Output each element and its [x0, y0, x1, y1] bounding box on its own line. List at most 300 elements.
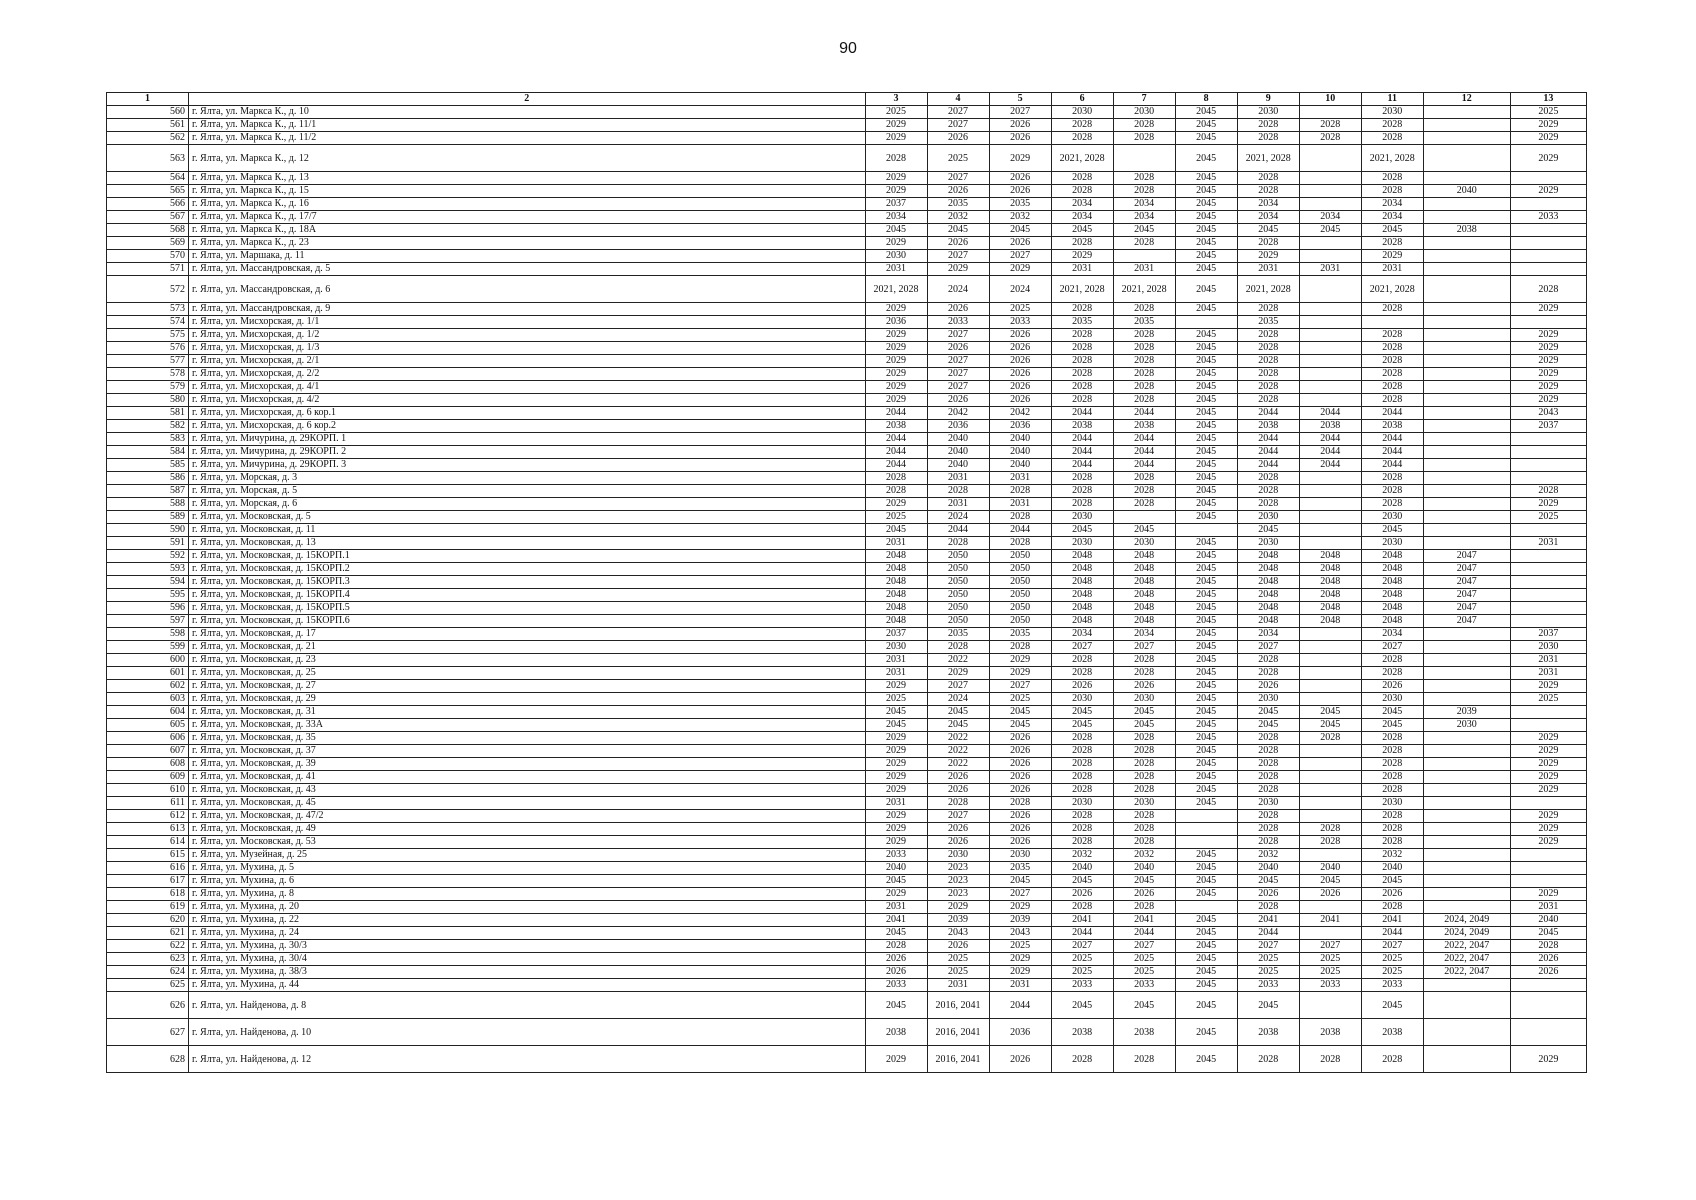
- year-cell: 2038: [1361, 420, 1423, 433]
- table-row: [107, 667, 1587, 680]
- year-cell: 2028: [1361, 368, 1423, 381]
- year-cell: 2028: [1113, 498, 1175, 511]
- table-row: [107, 966, 1587, 979]
- year-cell: 2029: [865, 888, 927, 901]
- year-cell: 2031: [1237, 263, 1299, 276]
- year-cell: 2044: [1361, 433, 1423, 446]
- year-cell: 2045: [989, 875, 1051, 888]
- year-cell: 2028: [1361, 485, 1423, 498]
- column-header: 12: [1423, 93, 1510, 106]
- year-cell: 2043: [989, 927, 1051, 940]
- year-cell: 2027: [927, 329, 989, 342]
- address-cell: г. Ялта, ул. Мухина, д. 6: [189, 875, 865, 888]
- year-cell: 2029: [865, 745, 927, 758]
- year-cell: 2022: [927, 654, 989, 667]
- year-cell: 2044: [1051, 433, 1113, 446]
- year-cell: [1299, 485, 1361, 498]
- year-cell: 2027: [927, 250, 989, 263]
- year-cell: 2028: [1113, 654, 1175, 667]
- year-cell: 2027: [1361, 940, 1423, 953]
- year-cell: [1423, 511, 1510, 524]
- year-cell: 2027: [989, 106, 1051, 119]
- year-cell: [1423, 823, 1510, 836]
- table-row: [107, 342, 1587, 355]
- year-cell: 2026: [989, 394, 1051, 407]
- year-cell: 2048: [1051, 563, 1113, 576]
- year-cell: 2036: [989, 1019, 1051, 1046]
- year-cell: 2040: [989, 433, 1051, 446]
- year-cell: 2028: [927, 797, 989, 810]
- year-cell: [1423, 524, 1510, 537]
- year-cell: 2028: [1361, 498, 1423, 511]
- year-cell: 2028: [1237, 823, 1299, 836]
- row-number: 605: [107, 719, 189, 732]
- year-cell: 2045: [1237, 524, 1299, 537]
- year-cell: 2026: [989, 329, 1051, 342]
- year-cell: 2045: [989, 224, 1051, 237]
- address-cell: г. Ялта, ул. Маршака, д. 11: [189, 250, 865, 263]
- year-cell: 2028: [1113, 810, 1175, 823]
- year-cell: 2026: [1051, 888, 1113, 901]
- year-cell: 2032: [1361, 849, 1423, 862]
- year-cell: 2028: [1237, 771, 1299, 784]
- year-cell: [1299, 693, 1361, 706]
- year-cell: 2045: [1051, 224, 1113, 237]
- year-cell: 2040: [927, 433, 989, 446]
- year-cell: 2028: [989, 537, 1051, 550]
- year-cell: 2029: [1510, 355, 1586, 368]
- year-cell: 2028: [1299, 119, 1361, 132]
- address-cell: г. Ялта, ул. Московская, д. 31: [189, 706, 865, 719]
- row-number: 577: [107, 355, 189, 368]
- table-row: [107, 680, 1587, 693]
- year-cell: 2048: [1113, 602, 1175, 615]
- year-cell: 2045: [1175, 198, 1237, 211]
- row-number: 617: [107, 875, 189, 888]
- year-cell: [1299, 797, 1361, 810]
- year-cell: 2029: [865, 498, 927, 511]
- table-row: [107, 719, 1587, 732]
- year-cell: 2048: [1361, 615, 1423, 628]
- table-row: [107, 927, 1587, 940]
- address-cell: г. Ялта, ул. Московская, д. 15КОРП.4: [189, 589, 865, 602]
- year-cell: 2030: [865, 641, 927, 654]
- year-cell: 2029: [989, 654, 1051, 667]
- year-cell: 2025: [989, 693, 1051, 706]
- year-cell: 2045: [1175, 589, 1237, 602]
- year-cell: 2028: [1113, 329, 1175, 342]
- year-cell: 2028: [1051, 185, 1113, 198]
- year-cell: 2048: [1237, 602, 1299, 615]
- year-cell: 2028: [1237, 119, 1299, 132]
- year-cell: 2026: [989, 132, 1051, 145]
- year-cell: 2028: [1361, 342, 1423, 355]
- year-cell: 2028: [1051, 329, 1113, 342]
- row-number: 579: [107, 381, 189, 394]
- year-cell: 2047: [1423, 576, 1510, 589]
- year-cell: [1423, 862, 1510, 875]
- year-cell: 2045: [865, 875, 927, 888]
- address-cell: г. Ялта, ул. Московская, д. 33А: [189, 719, 865, 732]
- year-cell: 2031: [1299, 263, 1361, 276]
- year-cell: 2028: [1051, 732, 1113, 745]
- row-number: 571: [107, 263, 189, 276]
- year-cell: 2044: [1051, 446, 1113, 459]
- year-cell: 2028: [1237, 667, 1299, 680]
- year-cell: 2028: [1051, 1046, 1113, 1073]
- address-cell: г. Ялта, ул. Маркса К., д. 23: [189, 237, 865, 250]
- year-cell: 2044: [865, 459, 927, 472]
- year-cell: 2045: [1175, 498, 1237, 511]
- address-cell: г. Ялта, ул. Найденова, д. 12: [189, 1046, 865, 1073]
- year-cell: 2028: [1051, 132, 1113, 145]
- year-cell: 2023: [927, 862, 989, 875]
- year-cell: 2034: [1051, 211, 1113, 224]
- row-number: 570: [107, 250, 189, 263]
- year-cell: 2024: [989, 276, 1051, 303]
- year-cell: 2034: [1361, 198, 1423, 211]
- address-cell: г. Ялта, ул. Московская, д. 25: [189, 667, 865, 680]
- address-cell: г. Ялта, ул. Морская, д. 6: [189, 498, 865, 511]
- year-cell: 2026: [927, 823, 989, 836]
- year-cell: 2029: [865, 132, 927, 145]
- year-cell: 2028: [1361, 1046, 1423, 1073]
- address-cell: г. Ялта, ул. Московская, д. 11: [189, 524, 865, 537]
- year-cell: 2029: [989, 145, 1051, 172]
- year-cell: 2023: [927, 875, 989, 888]
- year-cell: 2027: [927, 368, 989, 381]
- year-cell: 2044: [865, 433, 927, 446]
- table-row: [107, 329, 1587, 342]
- year-cell: [1299, 537, 1361, 550]
- year-cell: 2038: [1113, 1019, 1175, 1046]
- row-number: 584: [107, 446, 189, 459]
- year-cell: 2050: [989, 550, 1051, 563]
- year-cell: 2037: [865, 198, 927, 211]
- row-number: 612: [107, 810, 189, 823]
- year-cell: 2048: [1299, 615, 1361, 628]
- year-cell: 2025: [1510, 106, 1586, 119]
- year-cell: [1510, 849, 1586, 862]
- year-cell: 2045: [1175, 628, 1237, 641]
- table-body: [107, 106, 1587, 1073]
- year-cell: 2028: [927, 641, 989, 654]
- year-cell: 2029: [1510, 145, 1586, 172]
- page-number: 90: [839, 40, 857, 57]
- column-header: 5: [989, 93, 1051, 106]
- year-cell: 2045: [1051, 524, 1113, 537]
- year-cell: 2027: [927, 119, 989, 132]
- year-cell: 2028: [1113, 368, 1175, 381]
- year-cell: 2029: [865, 185, 927, 198]
- year-cell: 2050: [989, 576, 1051, 589]
- year-cell: 2029: [865, 680, 927, 693]
- year-cell: [1423, 875, 1510, 888]
- table-row: [107, 628, 1587, 641]
- year-cell: [1299, 472, 1361, 485]
- year-cell: 2028: [1051, 745, 1113, 758]
- row-number: 606: [107, 732, 189, 745]
- address-cell: г. Ялта, ул. Мисхорская, д. 2/1: [189, 355, 865, 368]
- year-cell: 2045: [1175, 745, 1237, 758]
- year-cell: 2028: [1113, 172, 1175, 185]
- table-row: [107, 901, 1587, 914]
- row-number: 597: [107, 615, 189, 628]
- address-cell: г. Ялта, ул. Московская, д. 35: [189, 732, 865, 745]
- year-cell: 2048: [1299, 602, 1361, 615]
- year-cell: [1299, 992, 1361, 1019]
- column-header: 4: [927, 93, 989, 106]
- year-cell: 2029: [865, 342, 927, 355]
- address-cell: г. Ялта, ул. Московская, д. 53: [189, 836, 865, 849]
- year-cell: 2029: [1510, 342, 1586, 355]
- year-cell: 2048: [1051, 602, 1113, 615]
- year-cell: [1510, 433, 1586, 446]
- year-cell: 2045: [1175, 875, 1237, 888]
- year-cell: 2027: [1237, 940, 1299, 953]
- year-cell: 2028: [1237, 472, 1299, 485]
- address-cell: г. Ялта, ул. Мухина, д. 22: [189, 914, 865, 927]
- row-number: 613: [107, 823, 189, 836]
- table-row: [107, 758, 1587, 771]
- year-cell: 2045: [1175, 132, 1237, 145]
- table-row: [107, 641, 1587, 654]
- table-row: [107, 654, 1587, 667]
- year-cell: [1299, 628, 1361, 641]
- year-cell: 2028: [1051, 784, 1113, 797]
- year-cell: 2026: [1361, 888, 1423, 901]
- year-cell: 2044: [1299, 407, 1361, 420]
- year-cell: 2048: [1361, 563, 1423, 576]
- address-cell: г. Ялта, ул. Московская, д. 15КОРП.1: [189, 550, 865, 563]
- year-cell: [1510, 172, 1586, 185]
- table-row: [107, 433, 1587, 446]
- year-cell: 2028: [1237, 836, 1299, 849]
- year-cell: 2021, 2028: [1051, 145, 1113, 172]
- year-cell: 2028: [989, 511, 1051, 524]
- year-cell: 2045: [1175, 979, 1237, 992]
- address-cell: г. Ялта, ул. Московская, д. 37: [189, 745, 865, 758]
- year-cell: 2030: [1051, 693, 1113, 706]
- row-number: 562: [107, 132, 189, 145]
- address-cell: г. Ялта, ул. Мисхорская, д. 1/3: [189, 342, 865, 355]
- year-cell: 2045: [1175, 433, 1237, 446]
- row-number: 576: [107, 342, 189, 355]
- year-cell: 2030: [1361, 693, 1423, 706]
- year-cell: 2021, 2028: [1361, 145, 1423, 172]
- row-number: 608: [107, 758, 189, 771]
- table-row: [107, 797, 1587, 810]
- year-cell: 2024: [927, 511, 989, 524]
- year-cell: 2045: [1175, 276, 1237, 303]
- year-cell: 2029: [1510, 303, 1586, 316]
- address-cell: г. Ялта, ул. Мухина, д. 20: [189, 901, 865, 914]
- year-cell: 2030: [865, 250, 927, 263]
- row-number: 580: [107, 394, 189, 407]
- year-cell: 2028: [1361, 172, 1423, 185]
- address-cell: г. Ялта, ул. Мисхорская, д. 4/2: [189, 394, 865, 407]
- year-cell: [1423, 407, 1510, 420]
- year-cell: 2037: [1510, 420, 1586, 433]
- year-cell: 2045: [1113, 719, 1175, 732]
- year-cell: 2026: [989, 732, 1051, 745]
- year-cell: 2045: [1051, 719, 1113, 732]
- year-cell: 2045: [865, 524, 927, 537]
- year-cell: 2048: [1299, 563, 1361, 576]
- year-cell: 2028: [1510, 485, 1586, 498]
- year-cell: 2040: [1510, 914, 1586, 927]
- year-cell: [1175, 524, 1237, 537]
- year-cell: 2047: [1423, 589, 1510, 602]
- row-number: 600: [107, 654, 189, 667]
- year-cell: 2044: [1361, 927, 1423, 940]
- row-number: 598: [107, 628, 189, 641]
- table-row: [107, 485, 1587, 498]
- year-cell: [1423, 797, 1510, 810]
- year-cell: 2045: [1175, 680, 1237, 693]
- table-row: [107, 784, 1587, 797]
- year-cell: 2048: [1237, 615, 1299, 628]
- year-cell: [1510, 706, 1586, 719]
- year-cell: [1361, 316, 1423, 329]
- year-cell: 2028: [1051, 172, 1113, 185]
- year-cell: 2027: [1361, 641, 1423, 654]
- address-cell: г. Ялта, ул. Морская, д. 5: [189, 485, 865, 498]
- year-cell: 2029: [865, 355, 927, 368]
- year-cell: 2045: [1237, 224, 1299, 237]
- year-cell: 2045: [1175, 407, 1237, 420]
- year-cell: 2022: [927, 758, 989, 771]
- year-cell: 2035: [927, 198, 989, 211]
- year-cell: [1423, 145, 1510, 172]
- table-row: [107, 771, 1587, 784]
- year-cell: 2036: [865, 316, 927, 329]
- year-cell: 2045: [1175, 706, 1237, 719]
- year-cell: 2025: [865, 511, 927, 524]
- year-cell: 2028: [1299, 132, 1361, 145]
- year-cell: 2043: [1510, 407, 1586, 420]
- year-cell: 2033: [1510, 211, 1586, 224]
- year-cell: 2028: [1237, 485, 1299, 498]
- year-cell: 2027: [927, 172, 989, 185]
- year-cell: 2028: [1237, 172, 1299, 185]
- year-cell: 2044: [1299, 433, 1361, 446]
- year-cell: [1299, 654, 1361, 667]
- year-cell: 2044: [865, 407, 927, 420]
- year-cell: 2028: [1237, 784, 1299, 797]
- year-cell: 2045: [1175, 459, 1237, 472]
- year-cell: [1423, 901, 1510, 914]
- year-cell: 2044: [1361, 407, 1423, 420]
- year-cell: [1299, 745, 1361, 758]
- year-cell: 2026: [989, 758, 1051, 771]
- year-cell: 2047: [1423, 563, 1510, 576]
- year-cell: 2028: [1361, 732, 1423, 745]
- year-cell: 2029: [865, 732, 927, 745]
- year-cell: 2040: [1237, 862, 1299, 875]
- row-number: 592: [107, 550, 189, 563]
- address-cell: г. Ялта, ул. Мичурина, д. 29КОРП. 1: [189, 433, 865, 446]
- row-number: 616: [107, 862, 189, 875]
- year-cell: 2027: [1113, 641, 1175, 654]
- year-cell: [1299, 381, 1361, 394]
- year-cell: 2045: [1175, 641, 1237, 654]
- year-cell: 2045: [1361, 719, 1423, 732]
- year-cell: [1510, 250, 1586, 263]
- year-cell: 2030: [1423, 719, 1510, 732]
- year-cell: 2028: [1361, 237, 1423, 250]
- year-cell: 2026: [989, 368, 1051, 381]
- year-cell: [1510, 979, 1586, 992]
- row-number: 595: [107, 589, 189, 602]
- row-number: 599: [107, 641, 189, 654]
- year-cell: 2028: [1113, 667, 1175, 680]
- year-cell: [1510, 472, 1586, 485]
- year-cell: 2016, 2041: [927, 1019, 989, 1046]
- year-cell: 2044: [1237, 459, 1299, 472]
- table-row: [107, 303, 1587, 316]
- year-cell: 2028: [1361, 784, 1423, 797]
- year-cell: 2027: [927, 680, 989, 693]
- year-cell: [1423, 355, 1510, 368]
- year-cell: 2033: [865, 849, 927, 862]
- year-cell: [1510, 524, 1586, 537]
- table-row: [107, 563, 1587, 576]
- year-cell: 2045: [1175, 250, 1237, 263]
- year-cell: [1423, 1046, 1510, 1073]
- table-row: [107, 368, 1587, 381]
- year-cell: 2031: [865, 654, 927, 667]
- year-cell: 2045: [1175, 966, 1237, 979]
- year-cell: [1299, 355, 1361, 368]
- year-cell: 2027: [989, 250, 1051, 263]
- year-cell: 2031: [927, 979, 989, 992]
- year-cell: 2025: [927, 145, 989, 172]
- year-cell: [1510, 198, 1586, 211]
- row-number: 586: [107, 472, 189, 485]
- year-cell: 2045: [1175, 172, 1237, 185]
- year-cell: 2029: [865, 237, 927, 250]
- address-cell: г. Ялта, ул. Мухина, д. 5: [189, 862, 865, 875]
- year-cell: 2031: [1113, 263, 1175, 276]
- year-cell: 2026: [1299, 888, 1361, 901]
- year-cell: [1510, 563, 1586, 576]
- year-cell: 2025: [1051, 953, 1113, 966]
- year-cell: 2044: [1299, 446, 1361, 459]
- year-cell: 2029: [1361, 250, 1423, 263]
- year-cell: 2029: [1510, 784, 1586, 797]
- year-cell: 2030: [1361, 106, 1423, 119]
- year-cell: 2029: [865, 329, 927, 342]
- year-cell: 2045: [1175, 263, 1237, 276]
- year-cell: 2045: [1175, 797, 1237, 810]
- year-cell: 2028: [1361, 901, 1423, 914]
- row-number: 565: [107, 185, 189, 198]
- year-cell: [1423, 381, 1510, 394]
- year-cell: 2016, 2041: [927, 1046, 989, 1073]
- address-cell: г. Ялта, ул. Мисхорская, д. 1/2: [189, 329, 865, 342]
- column-header: 8: [1175, 93, 1237, 106]
- address-cell: г. Ялта, ул. Массандровская, д. 6: [189, 276, 865, 303]
- table-row: [107, 381, 1587, 394]
- year-cell: 2028: [1237, 132, 1299, 145]
- year-cell: 2044: [1113, 446, 1175, 459]
- year-cell: 2029: [1510, 888, 1586, 901]
- year-cell: [1175, 823, 1237, 836]
- table-row: [107, 185, 1587, 198]
- year-cell: 2029: [865, 172, 927, 185]
- year-cell: 2026: [989, 355, 1051, 368]
